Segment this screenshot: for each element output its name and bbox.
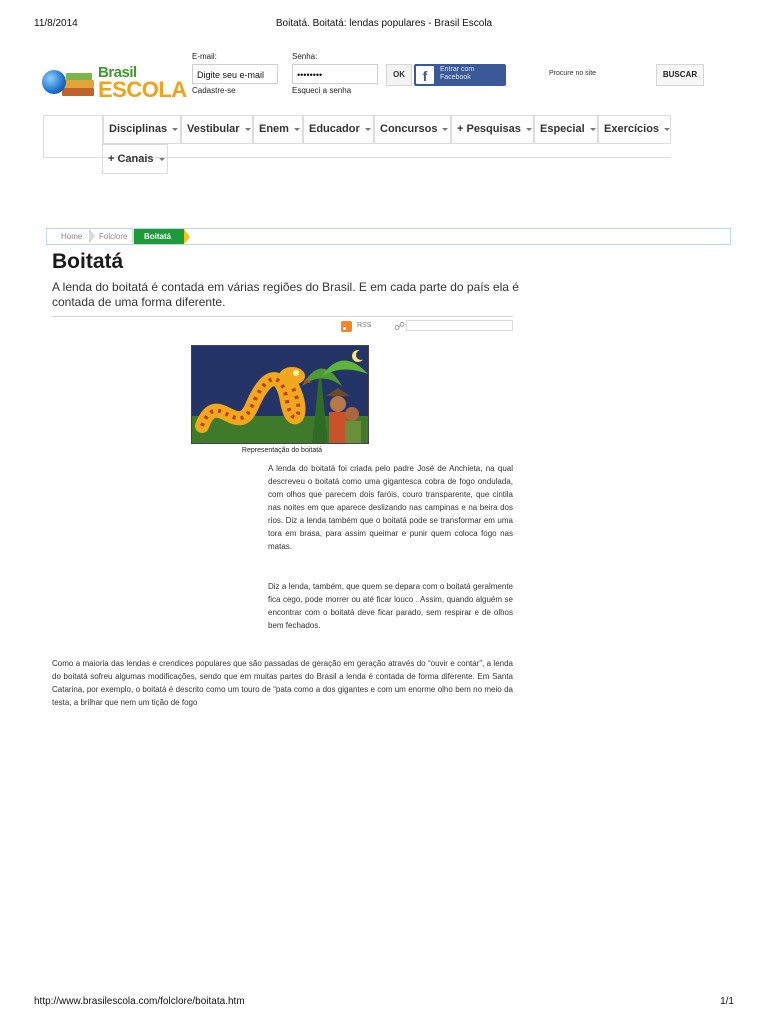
- search-label: Procure no site: [549, 70, 597, 77]
- facebook-icon: f: [416, 66, 434, 84]
- nav-label: + Pesquisas: [457, 123, 521, 135]
- password-label: Senha:: [292, 52, 318, 61]
- nav-item-concursos[interactable]: [374, 115, 451, 144]
- rss-label: RSS: [357, 322, 372, 329]
- nav-label: Exercícios: [604, 123, 660, 135]
- register-link[interactable]: Cadastre-se: [192, 86, 236, 95]
- login-ok-button[interactable]: OK: [386, 64, 412, 86]
- nav-item-disciplinas[interactable]: [103, 115, 181, 144]
- nav-label: Enem: [259, 123, 289, 135]
- print-page-count: 1/1: [720, 996, 734, 1007]
- logo-text-escola: ESCOLA: [98, 77, 187, 102]
- nav-spacer: [43, 115, 103, 158]
- rss-icon: [341, 321, 352, 332]
- breadcrumb-home[interactable]: Home: [61, 232, 83, 241]
- facebook-login-button[interactable]: [414, 64, 506, 86]
- nav-item-educador[interactable]: [303, 115, 374, 144]
- nav-item-exercicios[interactable]: [598, 115, 671, 144]
- chevron-down-icon: [442, 128, 448, 131]
- boitata-illustration: [191, 345, 369, 444]
- image-caption: Representação do boitatá: [241, 447, 323, 454]
- facebook-login-label: Entrar com Facebook: [440, 66, 475, 81]
- chevron-down-icon: [526, 128, 532, 131]
- chevron-down-icon: [245, 128, 251, 131]
- breadcrumb-folclore[interactable]: Folclore: [99, 232, 128, 241]
- nav-label: Educador: [309, 123, 360, 135]
- print-page-title: Boitatá. Boitatá: lendas populares - Brasil Escola: [275, 18, 493, 29]
- chevron-down-icon: [172, 128, 178, 131]
- article-paragraph-1: A lenda do boitatá foi criada pelo padre José de Anchieta, na qual descreveu o boitatá como uma gigantesca cobra de fogo ondulada, com olhos que parecem dois faróis, couro transparente, que cintila nas noites em que aparece deslizando nas campinas e na beira dos rios. Diz a lenda também que o boitatá pode se transformar em uma tora em brasa, para assim queimar e punir quem coloca fogo nas matas.: [268, 464, 513, 551]
- nav-label: Especial: [540, 123, 585, 135]
- article-subtitle: A lenda do boitatá é contada em várias regiões do Brasil. E em cada parte do país ela é contada de uma forma diferente.: [52, 280, 519, 309]
- chevron-down-icon: [664, 128, 670, 131]
- search-button[interactable]: BUSCAR: [656, 64, 704, 86]
- chevron-down-icon: [365, 128, 371, 131]
- breadcrumb: [46, 228, 731, 245]
- nav-label: Concursos: [380, 123, 438, 135]
- logo-text-brasil: Brasil: [98, 64, 137, 81]
- nav-label: + Canais: [108, 153, 154, 165]
- nav-label: Disciplinas: [109, 123, 168, 135]
- forgot-password-link[interactable]: Esqueci a senha: [292, 86, 352, 95]
- article-paragraph-2: Diz a lenda, também, que quem se depara com o boitatá geralmente fica cego, pode morrer ou até ficar louco . Assim, quando alguém se encontrar com o boitatá deve ficar parado, sem respirar e de olhos bem fechados.: [268, 582, 513, 630]
- nav-item-enem[interactable]: [253, 115, 303, 144]
- globe-icon: [42, 70, 66, 94]
- nav-item-vestibular[interactable]: [181, 115, 253, 144]
- nav-label: Vestibular: [187, 123, 240, 135]
- books-icon: [60, 72, 96, 102]
- chevron-down-icon: [590, 128, 596, 131]
- nav-item-pesquisas[interactable]: [451, 115, 534, 144]
- page-title: Boitatá: [52, 250, 124, 273]
- article-paragraph-3: Como a maioria das lendas e crendices populares que são passadas de geração em geração através do “ouvir e contar”, a lenda do boitatá sofreu algumas modificações, sendo que em muitas partes do Brasil a lenda é contada de forma diferente. Em Santa Catarina, por exemplo, o boitatá é descrito como um touro de “pata como a dos gigantes e com um enorme olho bem no meio da testa, a brilhar que nem um tição de fogo: [52, 659, 513, 707]
- nav-item-especial[interactable]: [534, 115, 598, 144]
- print-footer: [34, 996, 734, 1010]
- brasil-escola-logo[interactable]: [42, 60, 187, 106]
- nav-item-canais[interactable]: [102, 144, 168, 174]
- share-link-field[interactable]: [406, 320, 513, 331]
- breadcrumb-separator-icon: [89, 228, 95, 244]
- chevron-down-icon: [159, 158, 165, 161]
- print-url: http://www.brasilescola.com/folclore/boitata.htm: [34, 996, 245, 1007]
- breadcrumb-current: Boitatá: [134, 229, 184, 244]
- divider: [52, 316, 513, 317]
- print-date: 11/8/2014: [34, 18, 78, 29]
- link-icon[interactable]: ☍: [394, 321, 406, 333]
- email-field[interactable]: Digite seu e-mail: [192, 64, 278, 84]
- password-field[interactable]: ••••••••: [292, 64, 378, 84]
- email-label: E-mail:: [192, 52, 217, 61]
- chevron-down-icon: [294, 128, 300, 131]
- print-header: [34, 18, 734, 32]
